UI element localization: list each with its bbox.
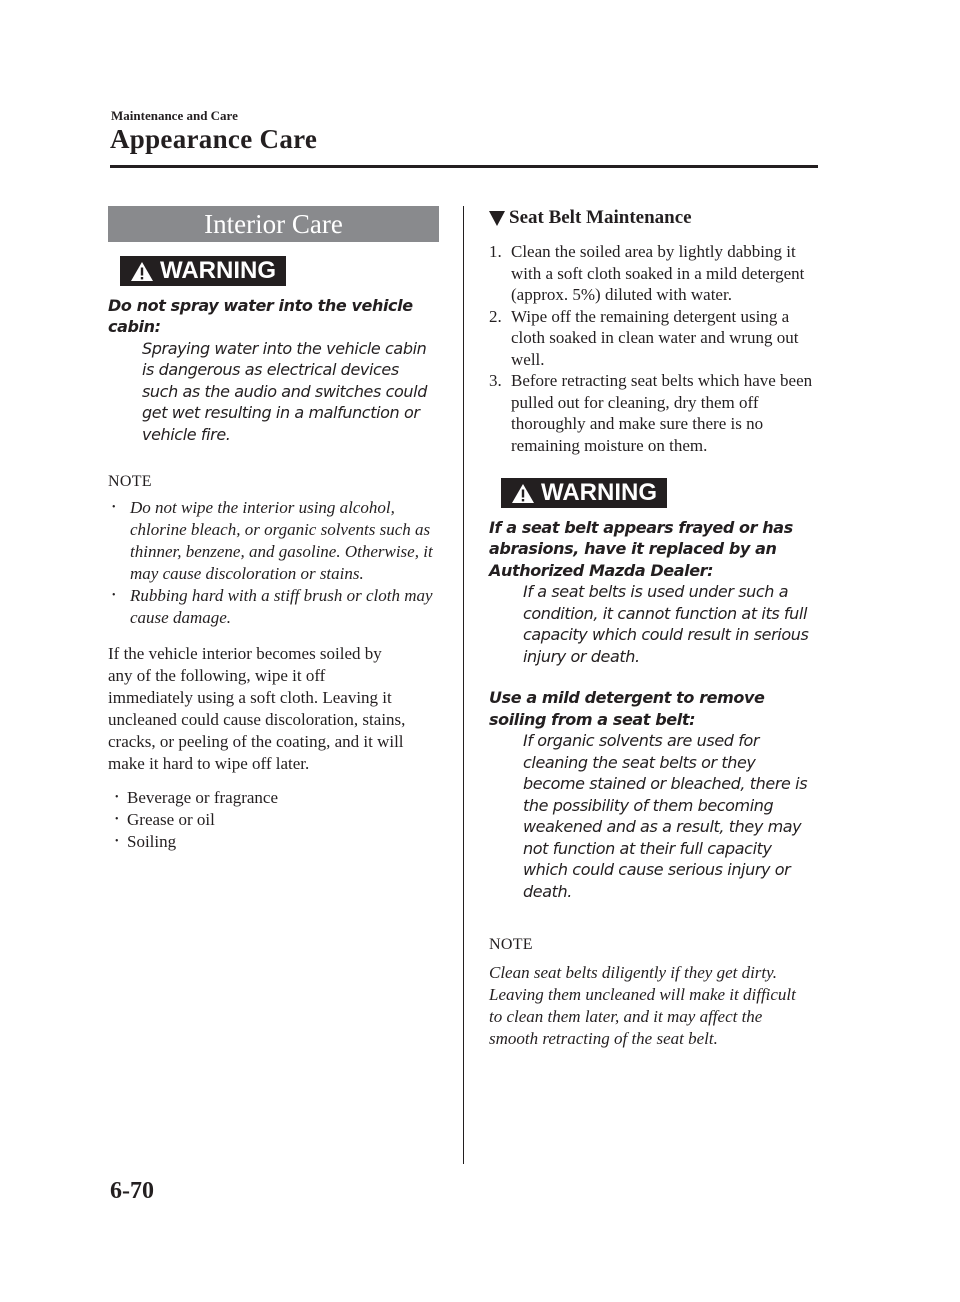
warning-body: If organic solvents are used for cleaning the seat belts or they become stained or bleached, there is the possibility of them becoming weakened and as a result, they may not function at their full capacity which could cause serious injury or death. bbox=[523, 731, 808, 901]
step-text: Clean the soiled area by lightly dabbing it with a soft cloth soaked in a mild detergent (approx. 5%) diluted with water. bbox=[511, 242, 805, 304]
step-text: Wipe off the remaining detergent using a cloth soaked in clean water and wrung out well. bbox=[511, 306, 799, 369]
warning-body: Spraying water into the vehicle cabin is dangerous as electrical devices such as the audio and switches could get wet resulting in a malfunction or vehicle fire. bbox=[142, 338, 427, 444]
warning-label-text: WARNING bbox=[541, 479, 657, 506]
page-number: 6-70 bbox=[110, 1178, 154, 1204]
step-item bbox=[489, 241, 819, 306]
seat-belt-heading-text: Seat Belt Maintenance bbox=[509, 207, 692, 228]
list-item: • Grease or oil bbox=[108, 809, 439, 831]
warning-heading: Use a mild detergent to remove soiling from a seat belt: bbox=[489, 688, 765, 729]
triangle-marker-icon bbox=[489, 211, 505, 226]
warning-heading: Do not spray water into the vehicle cabin: bbox=[108, 295, 413, 336]
column-divider bbox=[463, 206, 464, 1164]
step-list bbox=[489, 241, 819, 456]
step-text: Before retracting seat belts which have been pulled out for cleaning, dry them off thoroughly and make sure there is no remaining moisture on them. bbox=[511, 371, 813, 455]
right-column bbox=[489, 206, 819, 1050]
warning-triangle-icon bbox=[130, 261, 154, 282]
body-paragraph: If the vehicle interior becomes soiled by any of the following, wipe it off immediately using a soft cloth. Leaving it uncleaned could cause discoloration, stains, cracks, or peeling of the coating, and it will make it hard to wipe off later. bbox=[108, 644, 406, 773]
soil-type-list bbox=[108, 787, 439, 853]
list-item: • Beverage or fragrance bbox=[108, 787, 439, 809]
section-title: Appearance Care bbox=[110, 124, 318, 154]
warning-label bbox=[501, 478, 667, 508]
warning-triangle-icon bbox=[511, 483, 535, 504]
note-item: • Rubbing hard with a stiff brush or cloth may cause damage. bbox=[108, 585, 439, 629]
step-number: 3. bbox=[489, 371, 502, 390]
step-number: 1. bbox=[489, 242, 502, 261]
step-item bbox=[489, 370, 819, 456]
header-rule bbox=[110, 165, 818, 168]
interior-care-banner: Interior Care bbox=[108, 206, 439, 242]
note-list bbox=[108, 497, 439, 629]
warning-label-text: WARNING bbox=[160, 257, 276, 284]
note-title: NOTE bbox=[108, 473, 152, 490]
note-title: NOTE bbox=[489, 936, 533, 953]
note-paragraph: Clean seat belts diligently if they get dirty. Leaving them uncleaned will make it difficult to clean them later, and it may affect the smooth retracting of the seat belt. bbox=[489, 963, 796, 1048]
step-item bbox=[489, 306, 819, 371]
note-item: • Do not wipe the interior using alcohol, chlorine bleach, or organic solvents such as thinner, benzene, and gasoline. Otherwise, it may cause discoloration or stains. bbox=[108, 497, 439, 585]
warning-heading: If a seat belt appears frayed or has abrasions, have it replaced by an Authorized Mazda Dealer: bbox=[489, 517, 793, 580]
warning-body: If a seat belts is used under such a condition, it cannot function at its full capacity which could result in serious injury or death. bbox=[523, 582, 809, 666]
list-item: • Soiling bbox=[108, 831, 439, 853]
warning-label bbox=[120, 256, 286, 286]
seat-belt-heading bbox=[489, 207, 819, 229]
step-number: 2. bbox=[489, 306, 502, 326]
left-column bbox=[108, 206, 439, 853]
running-header-chapter: Maintenance and Care bbox=[111, 108, 238, 123]
